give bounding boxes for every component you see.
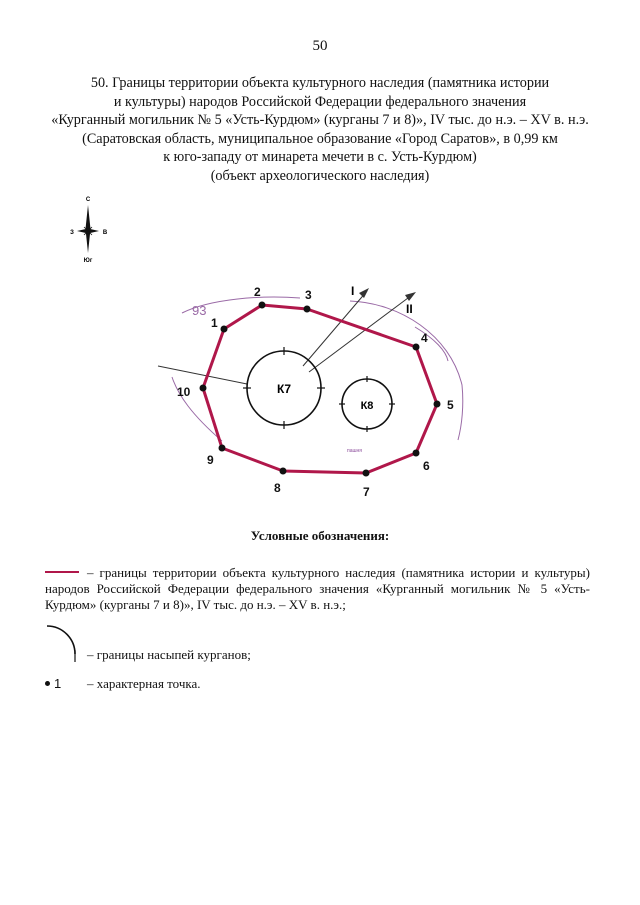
point-3 — [304, 306, 311, 313]
map-note: пашня — [347, 448, 362, 454]
document-title — [40, 74, 600, 186]
site-plan-diagram — [150, 265, 480, 500]
point-label-3: 3 — [305, 288, 312, 302]
mound-label-k7: К7 — [277, 382, 291, 396]
legend-boundary-item — [45, 565, 590, 613]
direction-label-1: I — [351, 284, 355, 298]
point-label-9: 9 — [207, 453, 214, 467]
boundary-line-swatch-icon — [45, 571, 79, 573]
legend-point-text: – характерная точка. — [87, 676, 201, 691]
point-4 — [413, 344, 420, 351]
legend-mound-item — [45, 622, 545, 666]
legend-point-item — [45, 676, 545, 692]
page-number: 50 — [312, 38, 328, 54]
compass-east-label: В — [102, 230, 108, 236]
point-label-1: 1 — [211, 316, 218, 330]
mound-boundary-arc-icon — [45, 622, 85, 666]
point-5 — [434, 401, 441, 408]
title-line: 50. Границы территории объекта культурного наследия (памятника истории — [90, 75, 550, 91]
compass-north-label: С — [85, 197, 91, 203]
direction-label-2: II — [406, 302, 413, 316]
territory-boundary — [203, 305, 437, 473]
legend-title: Условные обозначения: — [250, 528, 390, 543]
point-2 — [259, 302, 266, 309]
compass-south-label: Юг — [83, 258, 93, 264]
title-line: «Курганный могильник № 5 «Усть-Курдюм» (курганы 7 и 8)», IV тыс. до н.э. – XV в. н.э. — [51, 112, 589, 129]
point-1 — [221, 326, 228, 333]
point-label-5: 5 — [447, 398, 454, 412]
legend-point-number: 1 — [54, 676, 62, 691]
point-10 — [200, 385, 207, 392]
point-label-6: 6 — [423, 459, 430, 473]
legend-mound-text: – границы насыпей курганов; — [87, 647, 251, 662]
compass-rose-icon — [64, 193, 112, 265]
point-label-8: 8 — [274, 481, 281, 495]
title-line: к юго-западу от минарета мечети в с. Усть-Курдюм) — [163, 149, 477, 166]
title-line: (объект археологического наследия) — [210, 167, 430, 184]
title-line: и культуры) народов Российской Федерации федерального значения — [113, 93, 527, 110]
point-8 — [280, 468, 287, 475]
point-6 — [413, 450, 420, 457]
mound-label-k8: К8 — [360, 400, 374, 412]
contour-label: 93 — [192, 303, 207, 318]
title-line: (Саратовская область, муниципальное образование «Город Саратов», в 0,99 км — [82, 130, 558, 147]
point-dot-icon — [45, 681, 50, 686]
point-7 — [363, 470, 370, 477]
point-label-7: 7 — [363, 485, 370, 499]
compass-west-label: З — [70, 230, 74, 236]
point-label-2: 2 — [254, 285, 261, 299]
point-label-4: 4 — [421, 331, 428, 345]
point-9 — [219, 445, 226, 452]
point-label-10: 10 — [177, 385, 191, 399]
legend-boundary-text: – границы территории объекта культурного наследия (памятника истории и культуры) народов Российской Федерации федерального значения «Курганный могильник № 5 «Усть-Курдюм» (курганы 7 и 8)», IV тыс. до н.э. – XV в. н.э.; — [45, 565, 590, 612]
